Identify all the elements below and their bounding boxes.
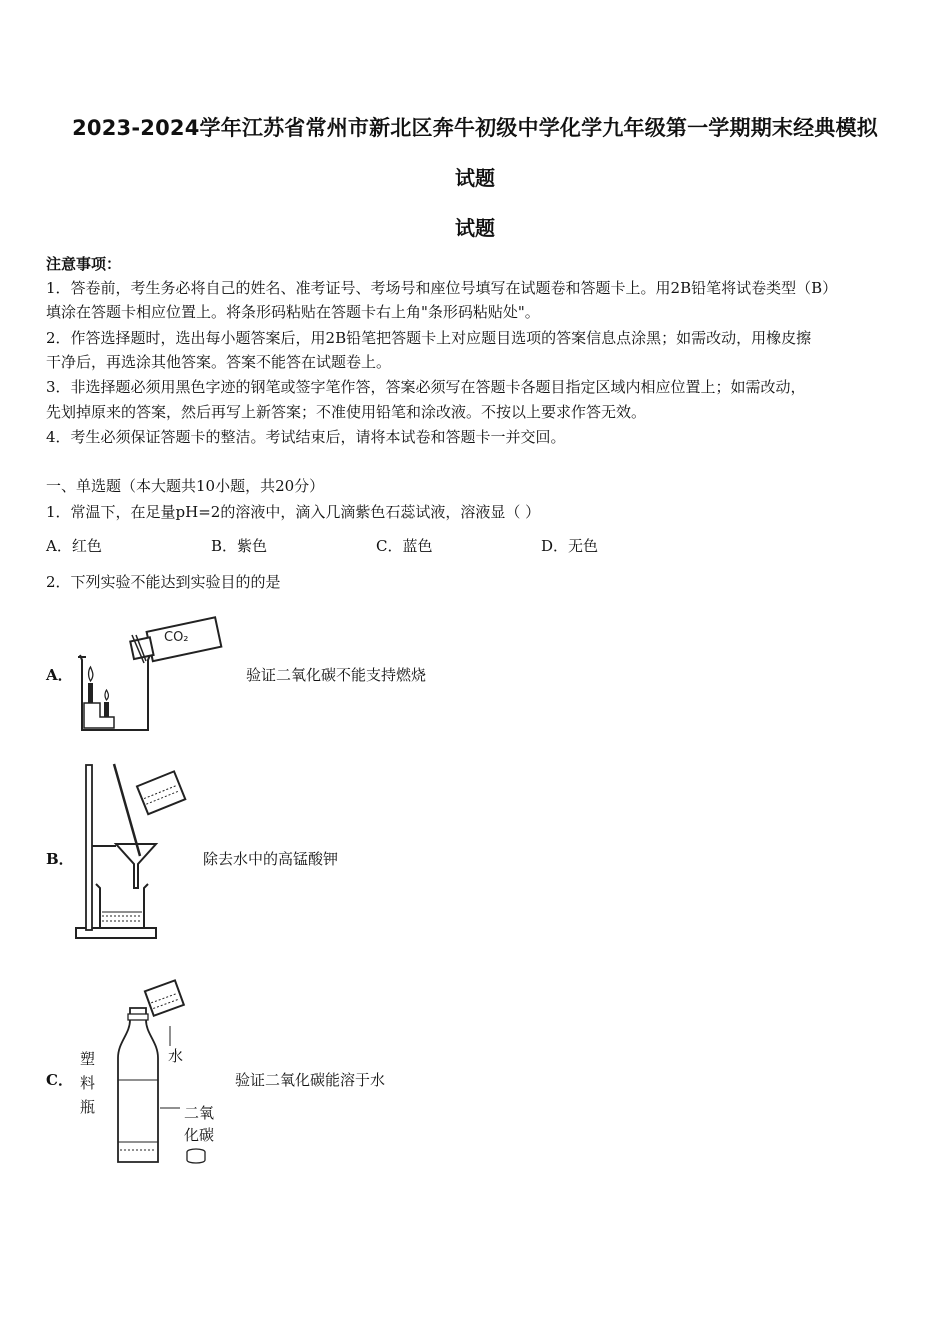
q2-option-c-label: C．	[46, 1071, 73, 1089]
question-1-stem: 1．常温下，在足量pH=2的溶液中，滴入几滴紫色石蕊试液，溶液显（ ）	[46, 503, 541, 521]
co2-gas-label: 二氧 化碳	[184, 1104, 215, 1144]
section-heading: 一、单选题（本大题共10小题，共20分）	[46, 477, 325, 495]
plastic-bottle-label: 塑 料 瓶	[80, 1050, 96, 1116]
q1-option-a: A．红色	[46, 537, 102, 555]
water-label: 水	[168, 1047, 184, 1065]
notice-line: 填涂在答题卡相应位置上。将条形码粘贴在答题卡右上角"条形码粘贴处"。	[46, 303, 540, 321]
q1-option-b: B．紫色	[211, 537, 268, 555]
q1-option-d: D．无色	[541, 537, 599, 555]
exam-title-line2: 试题	[455, 166, 495, 190]
exam-subtitle: 试题	[455, 216, 495, 240]
notice-line: 4．考生必须保证答题卡的整洁。考试结束后，请将本试卷和答题卡一并交回。	[46, 428, 566, 446]
notice-line: 3．非选择题必须用黑色字迹的钢笔或签字笔作答，答案必须写在答题卡各题目指定区域内相应位置上；如需改动，	[46, 378, 806, 396]
q2-option-c-caption: 验证二氧化碳能溶于水	[235, 1071, 386, 1089]
exam-title: 2023-2024学年江苏省常州市新北区奔牛初级中学化学九年级第一学期期末经典模拟	[72, 116, 878, 140]
q2-option-b-label: B．	[46, 850, 74, 868]
co2-bottle-label: CO₂	[164, 630, 189, 645]
q2-option-b-caption: 除去水中的高锰酸钾	[203, 850, 339, 868]
notice-line: 2．作答选择题时，选出每小题答案后，用2B铅笔把答题卡上对应题目选项的答案信息点涂黑；如需改动，用橡皮擦	[46, 329, 812, 347]
q1-option-c: C．蓝色	[376, 537, 433, 555]
notice-heading: 注意事项：	[46, 255, 122, 273]
notice-line: 1．答卷前，考生务必将自己的姓名、准考证号、考场号和座位号填写在试题卷和答题卡上。用2B铅笔将试卷类型（B）	[46, 279, 838, 297]
filtration-apparatus-figure	[70, 760, 200, 945]
q2-option-a-caption: 验证二氧化碳不能支持燃烧	[246, 666, 427, 684]
notice-line: 先划掉原来的答案，然后再写上新答案；不准使用铅笔和涂改液。不按以上要求作答无效。	[46, 403, 647, 421]
q2-option-a-label: A．	[46, 666, 73, 684]
co2-candle-beaker-figure	[70, 605, 230, 735]
notice-line: 干净后，再选涂其他答案。答案不能答在试题卷上。	[46, 353, 392, 371]
question-2-stem: 2．下列实验不能达到实验目的的是	[46, 573, 281, 591]
